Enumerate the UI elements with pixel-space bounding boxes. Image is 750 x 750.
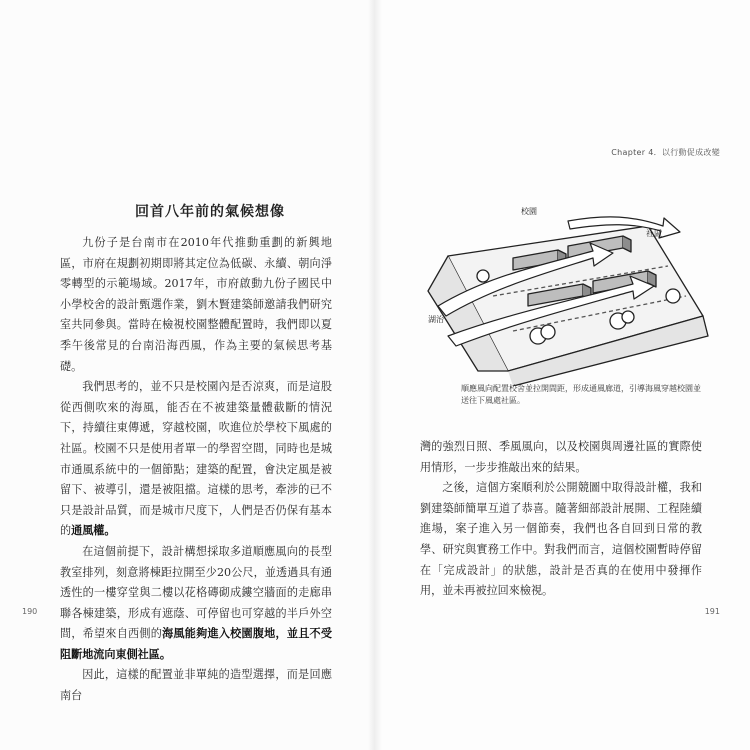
left-body-text [60, 233, 332, 707]
paragraph-1: 九份子是台南市在2010年代推動重劃的新興地區，市府在規劃初期即將其定位為低碳、永續、朝向淨零轉型的示範場域。2017年，市府啟動九份子國民中小學校舍的設計甄選作業，劉木賢建築師邀請我們研究室共同參與。當時在檢視校園整體配置時，我們即以夏季午後常見的台南沿海西風，作為主要的氣候思考基礎。 [60, 236, 332, 373]
page-number-left: 190 [22, 607, 38, 616]
paragraph-3: 在這個前提下，設計構想採取多道順應風向的長型教室排列，刻意將棟距拉開至少20公尺，並透過具有通透性的一樓穿堂與二樓以花格磚砌成鏤空牆面的走廊串聯各棟建築，形成有遮蔭、可停留也可穿越的半戶外空間，希望來自西側的海風能夠進入校園腹地，並且不受阻斷地流向東側社區。 [60, 544, 332, 661]
emphasis-sea-breeze: 海風能夠進入校園腹地，並且不受阻斷地流向東側社區。 [60, 627, 332, 661]
page-number-right: 191 [704, 607, 720, 616]
section-title: 回首八年前的氣候想像 [135, 204, 285, 220]
illustration-svg [418, 196, 710, 386]
emphasis-ventilation-right: 通風權。 [71, 524, 116, 538]
label-community: 社區 [646, 229, 662, 238]
figure-caption: 順應風向配置校舍並拉開間距，形成通風廊道，引導海風穿越校園並送往下風處社區。 [461, 384, 701, 405]
running-header: Chapter 4．以行動促成改變 [611, 148, 720, 157]
paragraph-5: 之後，這個方案順利於公開競圖中取得設計權，我和劉建築師簡單互道了恭喜。隨著細部設計展開、工程陸續進場，案子進入另一個節奏，我們也各自回到日常的教學、研究與實務工作中。對我們而言，這個校園暫時停留在「完成設計」的狀態，設計是否真的在使用中發揮作用，並未再被拉回來檢視。 [420, 481, 702, 598]
book-gutter [368, 0, 382, 750]
paragraph-4: 因此，這樣的配置並非單純的造型選擇，而是回應南台 [60, 668, 332, 703]
campus-wind-illustration [418, 196, 710, 386]
right-body-text [420, 437, 702, 602]
label-campus: 校園 [521, 207, 537, 216]
label-coast: 湖治 [428, 315, 444, 324]
paragraph-2: 我們思考的，並不只是校園內是否涼爽，而是這股從西側吹來的海風，能否在不被建築量體截斷的情況下，持續往東傳遞，穿越校園，吹進位於學校下風處的社區。校園不只是使用者單一的學習空間，同時也是城市通風系統中的一個節點；建築的配置，會決定風是被留下、被導引，還是被阻擋。這樣的思考，牽涉的已不只是設計品質，而是城市尺度下，人們是否仍保有基本的通風權。 [60, 380, 332, 538]
paragraph-continued: 灣的強烈日照、季風風向，以及校園與周邊社區的實際使用情形，一步步推敲出來的結果。 [420, 440, 702, 474]
